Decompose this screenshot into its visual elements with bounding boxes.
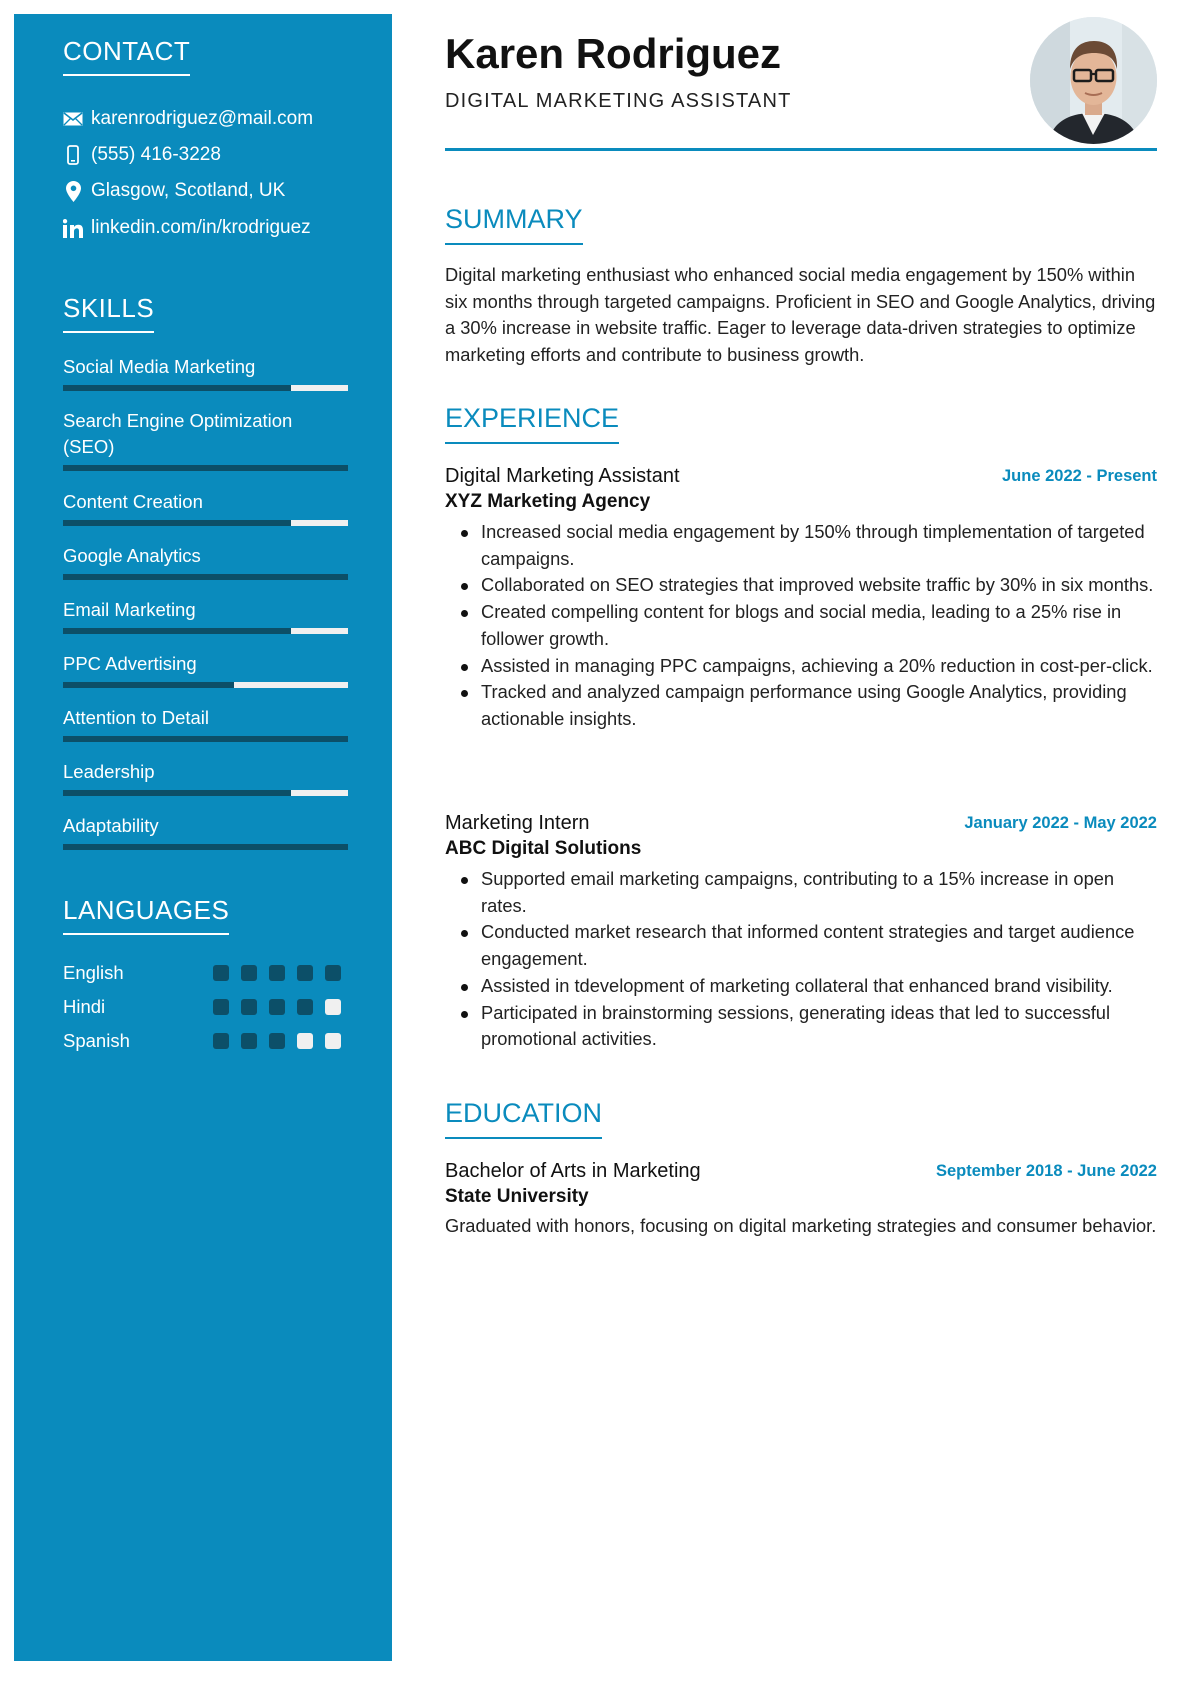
contact-phone[interactable] xyxy=(63,142,221,168)
skill-level-bar xyxy=(63,574,348,580)
job-2-company: ABC Digital Solutions xyxy=(445,838,642,859)
skill-level-fill xyxy=(63,736,348,742)
skill-item xyxy=(63,813,348,839)
skill-name: Google Analytics xyxy=(63,545,201,566)
linkedin-icon xyxy=(63,217,83,239)
skill-name: PPC Advertising xyxy=(63,653,197,674)
language-level-dot xyxy=(213,965,229,981)
email-text: karenrodriguez@mail.com xyxy=(91,108,314,129)
job-2-role: Marketing Intern xyxy=(445,812,590,834)
education-degree: Bachelor of Arts in Marketing xyxy=(445,1160,701,1182)
skill-item xyxy=(63,705,348,731)
skill-level-fill xyxy=(63,790,291,796)
language-name: English xyxy=(63,962,124,983)
skill-level-bar xyxy=(63,628,348,634)
job-2-bullets xyxy=(445,866,1157,1053)
language-level-dot xyxy=(325,1033,341,1049)
language-level-dot xyxy=(269,999,285,1015)
language-level-dot xyxy=(269,1033,285,1049)
job-2-bullet: Assisted in tdevelopment of marketing collateral that enhanced brand visibility. xyxy=(481,973,1157,1000)
skill-level-fill xyxy=(63,465,348,471)
job-2-bullet: Conducted market research that informed content strategies and target audience engagement. xyxy=(481,919,1157,972)
skill-item xyxy=(63,489,348,515)
location-text: Glasgow, Scotland, UK xyxy=(91,180,286,201)
skill-level-fill xyxy=(63,574,348,580)
linkedin-text: linkedin.com/in/krodriguez xyxy=(91,217,311,238)
language-level-dot xyxy=(241,999,257,1015)
education-heading: EDUCATION xyxy=(445,1097,602,1139)
language-item xyxy=(63,994,348,1020)
language-level-dots xyxy=(213,1033,341,1049)
skill-level-bar xyxy=(63,736,348,742)
skill-level-fill xyxy=(63,844,348,850)
email-icon xyxy=(63,108,83,130)
skill-level-fill xyxy=(63,682,234,688)
skill-level-bar xyxy=(63,520,348,526)
language-name: Spanish xyxy=(63,1030,130,1051)
job-2-bullet: Supported email marketing campaigns, contributing to a 15% increase in open rates. xyxy=(481,866,1157,919)
summary-text: Digital marketing enthusiast who enhanced social media engagement by 150% within six months through targeted campaigns. Proficient in SEO and Google Analytics, driving a 30% increase in website traffic. Eager to leverage data-driven strategies to optimize marketing efforts and contribute to business growth. xyxy=(445,264,1156,366)
skill-level-bar xyxy=(63,790,348,796)
job-1-dates: June 2022 - Present xyxy=(1002,467,1157,485)
header-divider xyxy=(445,148,1157,151)
skills-heading: SKILLS xyxy=(63,293,154,333)
skill-name: Adaptability xyxy=(63,815,159,836)
job-1-company: XYZ Marketing Agency xyxy=(445,491,651,512)
language-level-dot xyxy=(241,1033,257,1049)
language-level-dot xyxy=(297,999,313,1015)
contact-location xyxy=(63,178,285,204)
skill-item xyxy=(63,651,348,677)
language-level-dot xyxy=(241,965,257,981)
skill-level-bar xyxy=(63,682,348,688)
skill-name: Leadership xyxy=(63,761,155,782)
contact-linkedin[interactable] xyxy=(63,215,311,241)
skill-level-fill xyxy=(63,520,291,526)
job-2-dates: January 2022 - May 2022 xyxy=(964,814,1157,832)
language-level-dot xyxy=(213,999,229,1015)
language-item xyxy=(63,1028,348,1054)
location-pin-icon xyxy=(63,180,83,202)
job-2-bullet: Participated in brainstorming sessions, generating ideas that led to successful promotional activities. xyxy=(481,1000,1157,1053)
skill-item xyxy=(63,354,348,380)
candidate-name: Karen Rodriguez xyxy=(445,30,782,77)
job-1-bullet: Collaborated on SEO strategies that improved website traffic by 30% in six months. xyxy=(481,572,1157,599)
skill-level-bar xyxy=(63,465,348,471)
language-level-dots xyxy=(213,999,341,1015)
education-header xyxy=(445,1158,1157,1184)
language-item xyxy=(63,960,348,986)
education-school: State University xyxy=(445,1186,589,1207)
job-2-header xyxy=(445,810,1157,836)
skill-name: Search Engine Optimization (SEO) xyxy=(63,410,293,457)
language-level-dot xyxy=(325,999,341,1015)
experience-heading: EXPERIENCE xyxy=(445,402,619,444)
phone-text: (555) 416-3228 xyxy=(91,144,221,165)
language-level-dot xyxy=(297,965,313,981)
skill-level-fill xyxy=(63,628,291,634)
skill-name: Attention to Detail xyxy=(63,707,210,728)
skill-item xyxy=(63,597,348,623)
sidebar xyxy=(14,14,392,1661)
job-1-bullet: Increased social media engagement by 150% through timplementation of targeted campaigns. xyxy=(481,519,1157,572)
education-dates: September 2018 - June 2022 xyxy=(935,1162,1157,1180)
job-1-bullet: Assisted in managing PPC campaigns, achieving a 20% reduction in cost-per-click. xyxy=(481,653,1157,680)
skill-item xyxy=(63,759,348,785)
skill-level-bar xyxy=(63,844,348,850)
skill-level-fill xyxy=(63,385,291,391)
profile-photo xyxy=(1030,17,1157,144)
skill-name: Content Creation xyxy=(63,491,203,512)
languages-heading: LANGUAGES xyxy=(63,895,229,935)
language-level-dots xyxy=(213,965,341,981)
contact-heading: CONTACT xyxy=(63,36,190,76)
skill-item xyxy=(63,543,348,569)
job-1-bullets xyxy=(445,519,1157,733)
language-level-dot xyxy=(297,1033,313,1049)
job-1-header xyxy=(445,463,1157,489)
language-level-dot xyxy=(325,965,341,981)
contact-email[interactable] xyxy=(63,106,313,132)
education-description: Graduated with honors, focusing on digital marketing strategies and consumer behavior. xyxy=(445,1215,1157,1236)
skill-level-bar xyxy=(63,385,348,391)
skill-item xyxy=(63,408,348,460)
skill-name: Social Media Marketing xyxy=(63,356,256,377)
phone-icon xyxy=(63,144,83,166)
skill-name: Email Marketing xyxy=(63,599,196,620)
job-1-bullet: Created compelling content for blogs and social media, leading to a 25% rise in follower growth. xyxy=(481,599,1157,652)
summary-heading: SUMMARY xyxy=(445,203,583,245)
job-1-bullet: Tracked and analyzed campaign performance using Google Analytics, providing actionable insights. xyxy=(481,679,1157,732)
language-level-dot xyxy=(213,1033,229,1049)
job-1-role: Digital Marketing Assistant xyxy=(445,465,680,487)
candidate-title: DIGITAL MARKETING ASSISTANT xyxy=(445,90,792,112)
language-name: Hindi xyxy=(63,996,106,1017)
language-level-dot xyxy=(269,965,285,981)
